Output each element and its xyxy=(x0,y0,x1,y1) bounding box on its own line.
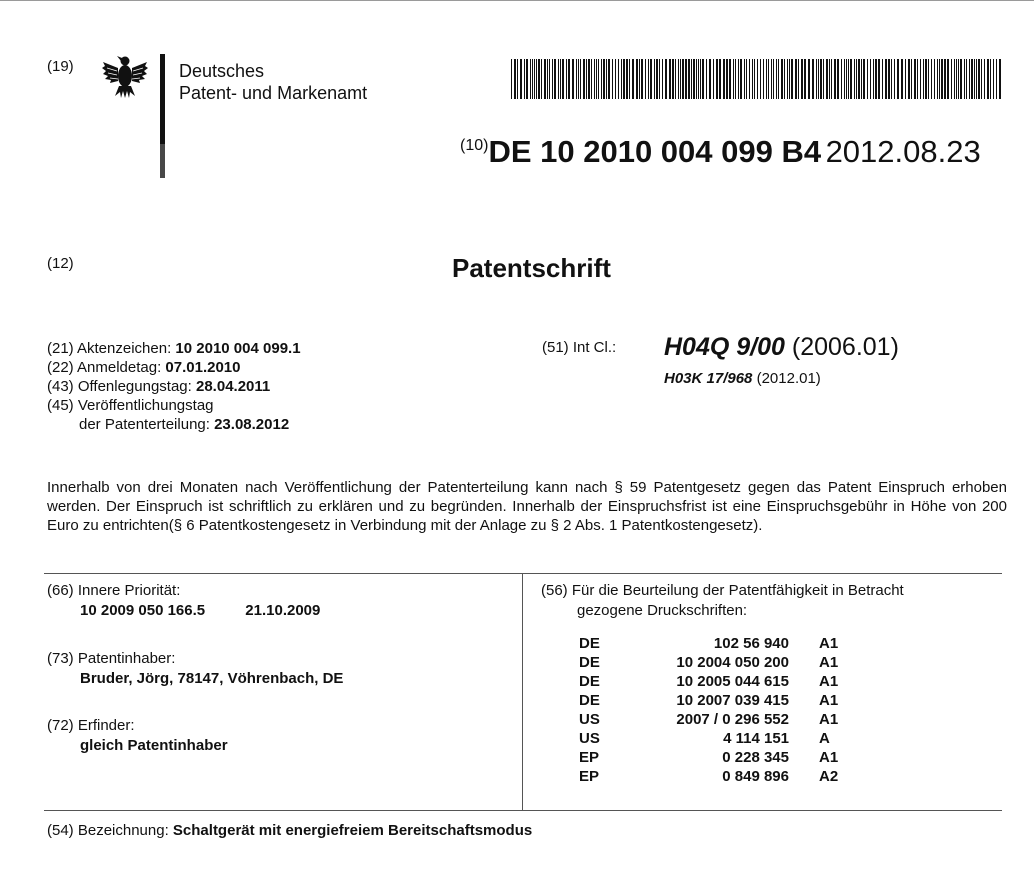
barcode-bar xyxy=(621,59,622,99)
barcode-bar xyxy=(914,59,916,99)
priority-row xyxy=(80,602,320,619)
barcode-bar xyxy=(878,59,880,99)
barcode-bar xyxy=(808,59,810,99)
barcode-bar xyxy=(875,59,877,99)
document-kind-title: Patentschrift xyxy=(452,253,611,283)
reference-kind: A1 xyxy=(819,749,839,766)
barcode-bar xyxy=(572,59,574,99)
barcode-bar xyxy=(562,59,564,99)
barcode-bar xyxy=(947,59,949,99)
barcode-bar xyxy=(954,59,955,99)
table-bottom-rule xyxy=(44,810,1002,811)
barcode-bar xyxy=(897,59,899,99)
barcode-bar xyxy=(844,59,845,99)
barcode-bar xyxy=(951,59,952,99)
barcode-bar xyxy=(706,59,707,99)
barcode-bar xyxy=(925,59,927,99)
laid-open-date: 28.04.2011 xyxy=(196,378,271,395)
barcode-bar xyxy=(700,59,701,99)
barcode-bar xyxy=(520,59,522,99)
barcode-bar xyxy=(818,59,819,99)
barcode-bar xyxy=(960,59,962,99)
barcode-bar xyxy=(702,59,704,99)
barcode-bar xyxy=(568,59,570,99)
barcode-bar xyxy=(709,59,711,99)
barcode-bar xyxy=(733,59,734,99)
reference-row xyxy=(579,710,859,729)
barcode-bar xyxy=(885,59,887,99)
application-number: 10 2010 004 099.1 xyxy=(175,340,301,357)
barcode-bar xyxy=(820,59,822,99)
reference-country: DE xyxy=(579,673,600,690)
reference-row xyxy=(579,729,859,748)
barcode-bar xyxy=(978,59,980,99)
barcode-bar xyxy=(538,59,540,99)
application-number-row xyxy=(47,339,301,358)
secondary-classification xyxy=(664,370,821,387)
grant-pub-label-1: (45) Veröffentlichungstag xyxy=(47,397,214,414)
laid-open-label: (43) Offenlegungstag: xyxy=(47,378,192,395)
label-12: (12) xyxy=(47,255,74,272)
barcode-bar xyxy=(629,59,630,99)
federal-eagle-logo xyxy=(101,54,149,100)
barcode-bar xyxy=(834,59,836,99)
designation-label: (54) Bezeichnung: xyxy=(47,822,169,839)
barcode-bar xyxy=(612,59,613,99)
barcode-bar xyxy=(626,59,628,99)
barcode-bar xyxy=(941,59,943,99)
primary-version: (2006.01) xyxy=(791,333,899,361)
reference-kind: A1 xyxy=(819,654,839,671)
top-border xyxy=(0,0,1034,1)
reference-country: US xyxy=(579,730,600,747)
barcode-bar xyxy=(987,59,989,99)
barcode-bar xyxy=(729,59,731,99)
reference-row xyxy=(579,672,859,691)
primary-class: H04Q 9/00 xyxy=(664,333,785,361)
barcode-bar xyxy=(596,59,597,99)
barcode-bar xyxy=(781,59,783,99)
barcode-bar xyxy=(696,59,697,99)
barcode-bar xyxy=(560,59,561,99)
barcode-bar xyxy=(917,59,918,99)
barcode-bar xyxy=(787,59,788,99)
barcode-bar xyxy=(931,59,932,99)
barcode-bar xyxy=(911,59,912,99)
inventor-value: gleich Patentinhaber xyxy=(80,737,228,754)
barcode-bar xyxy=(608,59,610,99)
barcode-bar xyxy=(576,59,577,99)
secondary-class: H03K 17/968 xyxy=(664,370,753,387)
barcode-bar xyxy=(598,59,599,99)
barcode-bar xyxy=(511,59,512,99)
grant-pub-row xyxy=(47,415,301,434)
barcode-bar xyxy=(791,59,793,99)
grant-pub-label-2: der Patenterteilung: xyxy=(79,416,210,433)
barcode-bar xyxy=(623,59,625,99)
barcode-bar xyxy=(554,59,556,99)
barcode-bar xyxy=(532,59,533,99)
barcode-bar xyxy=(656,59,658,99)
barcode-bar xyxy=(578,59,579,99)
barcode-bar xyxy=(659,59,660,99)
barcode-bar xyxy=(928,59,929,99)
barcode-bar xyxy=(894,59,895,99)
barcode-bar xyxy=(841,59,842,99)
barcode-bar xyxy=(738,59,739,99)
barcode-bar xyxy=(850,59,852,99)
proprietor-value: Bruder, Jörg, 78147, Vöhrenbach, DE xyxy=(80,670,344,687)
barcode-bar xyxy=(823,59,824,99)
barcode-bar xyxy=(549,59,550,99)
barcode-bar xyxy=(773,59,774,99)
barcode-bar xyxy=(848,59,849,99)
proprietor-label: (73) Patentinhaber: xyxy=(47,650,176,667)
barcode-bar xyxy=(591,59,592,99)
reference-row xyxy=(579,767,859,786)
barcode-bar xyxy=(974,59,975,99)
barcode-bar xyxy=(603,59,605,99)
reference-country: EP xyxy=(579,768,600,785)
barcode-bar xyxy=(846,59,847,99)
grant-pub-date: 23.08.2012 xyxy=(214,416,290,433)
publication-number-line xyxy=(460,134,981,170)
barcode-bar xyxy=(680,59,681,99)
barcode-bar xyxy=(744,59,745,99)
barcode-bar xyxy=(867,59,868,99)
reference-kind: A1 xyxy=(819,635,839,652)
barcode-bar xyxy=(768,59,769,99)
label-10: (10) xyxy=(460,137,489,154)
barcode-bar xyxy=(920,59,921,99)
reference-country: EP xyxy=(579,749,600,766)
barcode-bar xyxy=(854,59,855,99)
barcode-bar xyxy=(650,59,652,99)
barcode-bar xyxy=(905,59,906,99)
label-19: (19) xyxy=(47,58,74,75)
barcode-bar xyxy=(816,59,817,99)
barcode-bar xyxy=(547,59,548,99)
barcode-bar xyxy=(776,59,777,99)
barcode-bar xyxy=(514,59,516,99)
barcode-bar xyxy=(861,59,862,99)
filing-date: 07.01.2010 xyxy=(165,359,241,376)
classification-label: (51) Int Cl.: xyxy=(542,339,617,356)
inventor-label: (72) Erfinder: xyxy=(47,717,135,734)
reference-number: 10 2005 044 615 xyxy=(676,673,789,690)
office-name xyxy=(179,60,367,104)
barcode-bar xyxy=(558,59,559,99)
barcode-bar xyxy=(594,59,595,99)
barcode-bar xyxy=(757,59,758,99)
barcode-bar xyxy=(639,59,640,99)
barcode-bar xyxy=(789,59,790,99)
references-table-body xyxy=(579,634,859,786)
barcode-bar xyxy=(996,59,997,99)
barcode-bar xyxy=(990,59,991,99)
barcode-bar xyxy=(583,59,585,99)
reference-country: US xyxy=(579,711,600,728)
barcode-bar xyxy=(719,59,721,99)
barcode-bar xyxy=(804,59,806,99)
barcode-bar xyxy=(923,59,924,99)
barcode-bar xyxy=(588,59,590,99)
barcode-bar xyxy=(672,59,674,99)
barcode-bar xyxy=(812,59,814,99)
barcode-bar xyxy=(526,59,528,99)
barcode-bar xyxy=(760,59,761,99)
barcode-bar xyxy=(716,59,718,99)
filing-date-label: (22) Anmeldetag: xyxy=(47,359,162,376)
reference-number: 0 228 345 xyxy=(722,749,789,766)
barcode-bar xyxy=(934,59,935,99)
barcode-bar xyxy=(534,59,535,99)
barcode-bar xyxy=(749,59,750,99)
barcode xyxy=(511,59,1002,99)
barcode-bar xyxy=(536,59,537,99)
barcode-bar xyxy=(530,59,531,99)
barcode-bar xyxy=(870,59,871,99)
barcode-bar xyxy=(552,59,553,99)
barcode-bar xyxy=(688,59,690,99)
reference-row xyxy=(579,634,859,653)
barcode-bar xyxy=(829,59,830,99)
reference-number: 10 2004 050 200 xyxy=(676,654,789,671)
barcode-bar xyxy=(778,59,779,99)
barcode-bar xyxy=(766,59,767,99)
barcode-bar xyxy=(698,59,699,99)
barcode-bar xyxy=(964,59,965,99)
barcode-bar xyxy=(993,59,994,99)
barcode-bar xyxy=(541,59,542,99)
reference-kind: A2 xyxy=(819,768,839,785)
barcode-bar xyxy=(544,59,546,99)
barcode-bar xyxy=(939,59,940,99)
table-column-divider xyxy=(522,573,523,810)
priority-date: 21.10.2009 xyxy=(245,602,321,619)
barcode-bar xyxy=(669,59,671,99)
publication-number: DE 10 2010 004 099 B4 xyxy=(488,134,822,169)
office-vertical-bar-dotted xyxy=(160,144,165,178)
barcode-bar xyxy=(826,59,828,99)
secondary-version: (2012.01) xyxy=(756,370,821,387)
reference-number: 10 2007 039 415 xyxy=(676,692,789,709)
office-vertical-bar xyxy=(160,54,165,144)
barcode-bar xyxy=(958,59,959,99)
barcode-bar xyxy=(654,59,655,99)
barcode-bar xyxy=(685,59,687,99)
barcode-bar xyxy=(901,59,903,99)
barcode-bar xyxy=(969,59,970,99)
barcode-bar xyxy=(740,59,742,99)
barcode-bar xyxy=(858,59,860,99)
designation-title: Schaltgerät mit energiefreiem Bereitschaftsmodus xyxy=(172,822,533,839)
barcode-bar xyxy=(645,59,646,99)
barcode-bar xyxy=(746,59,747,99)
designation-row xyxy=(47,822,532,839)
barcode-bar xyxy=(754,59,755,99)
references-label-line1: (56) Für die Beurteilung der Patentfähigkeit in Betracht xyxy=(541,582,904,599)
barcode-bar xyxy=(891,59,892,99)
barcode-bar xyxy=(763,59,764,99)
office-name-line1: Deutsches xyxy=(179,61,265,81)
primary-classification xyxy=(664,333,899,362)
laid-open-row xyxy=(47,377,301,396)
publication-date: 2012.08.23 xyxy=(825,134,981,169)
barcode-bar xyxy=(713,59,714,99)
reference-country: DE xyxy=(579,635,600,652)
barcode-bar xyxy=(784,59,785,99)
reference-row xyxy=(579,653,859,672)
barcode-bar xyxy=(632,59,634,99)
reference-kind: A1 xyxy=(819,711,839,728)
barcode-bar xyxy=(675,59,676,99)
reference-country: DE xyxy=(579,692,600,709)
priority-number: 10 2009 050 166.5 xyxy=(80,602,206,619)
barcode-bar xyxy=(615,59,616,99)
barcode-bar xyxy=(908,59,910,99)
barcode-bar xyxy=(665,59,667,99)
barcode-bar xyxy=(956,59,957,99)
barcode-bar xyxy=(863,59,865,99)
barcode-bar xyxy=(723,59,725,99)
barcode-bar xyxy=(641,59,643,99)
reference-kind: A1 xyxy=(819,673,839,690)
opposition-notice: Innerhalb von drei Monaten nach Veröffentlichung der Patenterteilung kann nach § 59 Patentgesetz gegen das Patent Einspruch erhoben werden. Der Einspruch ist schriftlich zu erklären und zu begründen. Innerhalb der Einspruchsfrist ist eine Einspruchsgebühr in Höhe von 200 Euro zu entrichten(§ 6 Patentkostengesetz in Verbindung mit der Anlage zu § 2 Abs. 1 Patentkostengesetz). xyxy=(47,479,1007,534)
barcode-bar xyxy=(580,59,581,99)
barcode-bar xyxy=(971,59,973,99)
barcode-bar xyxy=(648,59,649,99)
reference-number: 2007 / 0 296 552 xyxy=(676,711,789,728)
reference-number: 102 56 940 xyxy=(713,635,789,652)
barcode-bar xyxy=(795,59,797,99)
barcode-bar xyxy=(682,59,684,99)
filing-date-row xyxy=(47,358,301,377)
barcode-bar xyxy=(944,59,946,99)
barcode-bar xyxy=(831,59,832,99)
barcode-bar xyxy=(693,59,695,99)
barcode-bar xyxy=(801,59,803,99)
references-table xyxy=(579,634,859,786)
office-name-line2: Patent- und Markenamt xyxy=(179,83,368,103)
barcode-bar xyxy=(618,59,619,99)
reference-kind: A xyxy=(819,730,830,747)
priority-label: (66) Innere Priorität: xyxy=(47,582,181,599)
barcode-bar xyxy=(976,59,977,99)
table-top-rule xyxy=(44,573,1002,574)
application-number-label: (21) Aktenzeichen: xyxy=(47,340,172,357)
barcode-bar xyxy=(882,59,883,99)
barcode-bar xyxy=(601,59,602,99)
barcode-bar xyxy=(636,59,638,99)
barcode-bar xyxy=(566,59,567,99)
bibliographic-block xyxy=(47,339,301,434)
references-label-line2: gezogene Druckschriften: xyxy=(577,602,748,619)
reference-number: 4 114 151 xyxy=(723,730,789,747)
barcode-bar xyxy=(937,59,938,99)
barcode-bar xyxy=(837,59,839,99)
barcode-bar xyxy=(517,59,518,99)
barcode-bar xyxy=(678,59,679,99)
barcode-bar xyxy=(873,59,874,99)
reference-kind: A1 xyxy=(819,692,839,709)
barcode-bar xyxy=(999,59,1001,99)
barcode-bar xyxy=(735,59,736,99)
barcode-bar xyxy=(752,59,753,99)
barcode-bar xyxy=(984,59,985,99)
barcode-bar xyxy=(662,59,663,99)
reference-row xyxy=(579,691,859,710)
barcode-bar xyxy=(856,59,857,99)
barcode-bar xyxy=(606,59,607,99)
reference-row xyxy=(579,748,859,767)
barcode-bar xyxy=(586,59,587,99)
barcode-bar xyxy=(888,59,890,99)
barcode-bar xyxy=(771,59,772,99)
barcode-bar xyxy=(798,59,799,99)
barcode-bar xyxy=(524,59,525,99)
reference-number: 0 849 896 xyxy=(722,768,789,785)
barcode-bar xyxy=(691,59,692,99)
barcode-bar xyxy=(726,59,728,99)
barcode-bar xyxy=(966,59,967,99)
reference-country: DE xyxy=(579,654,600,671)
barcode-bar xyxy=(981,59,982,99)
